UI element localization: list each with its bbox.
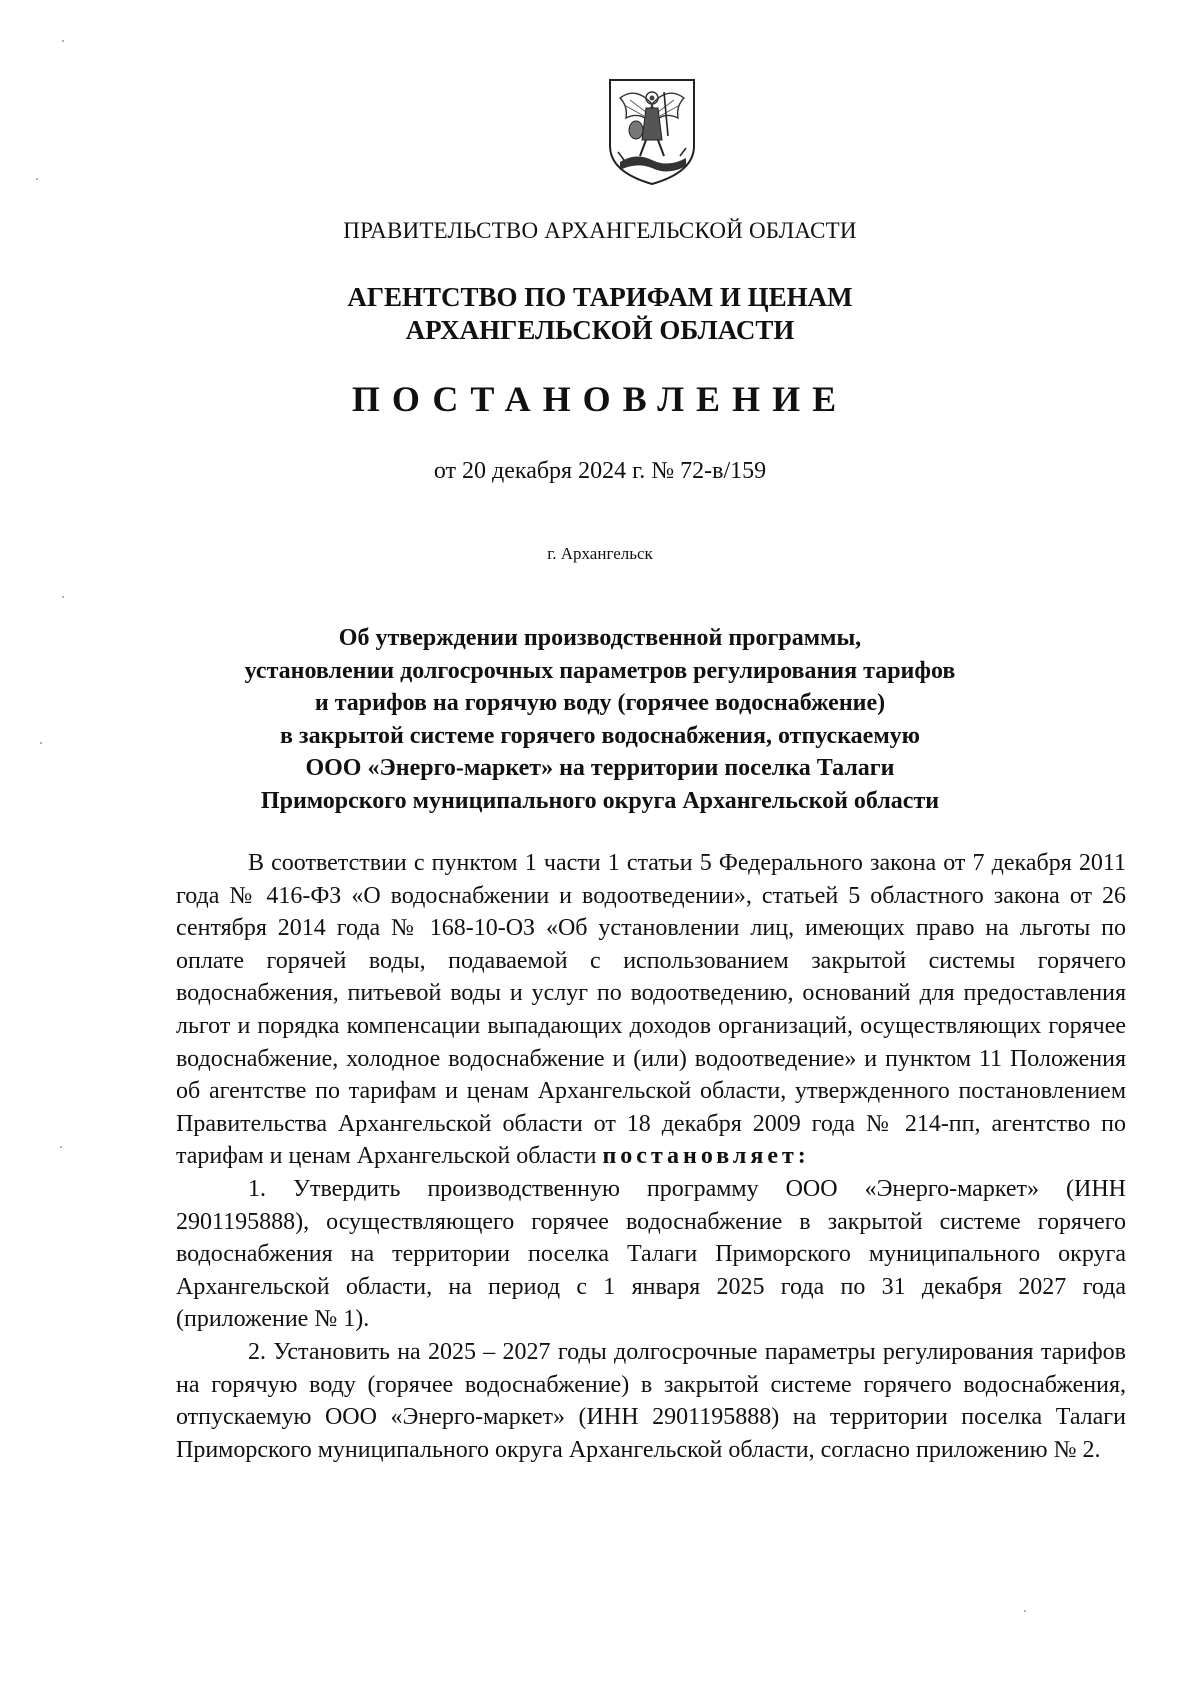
scan-speck — [60, 1146, 62, 1148]
agency-name — [0, 281, 1200, 347]
scan-speck — [62, 596, 64, 598]
scan-speck — [36, 178, 38, 180]
government-name: ПРАВИТЕЛЬСТВО АРХАНГЕЛЬСКОЙ ОБЛАСТИ — [343, 218, 857, 243]
title-line: ООО «Энерго-маркет» на территории поселка Талаги — [305, 755, 895, 781]
document-type: ПОСТАНОВЛЕНИЕ — [351, 379, 849, 419]
document-body — [176, 847, 1126, 1466]
title-line: и тарифов на горячую воду (горячее водоснабжение) — [314, 690, 886, 716]
title-line: Приморского муниципального округа Архангельской области — [260, 787, 940, 814]
resolves-word: постановляет: — [602, 1143, 810, 1170]
scan-speck — [40, 742, 42, 744]
item-paragraph: 1. Утвердить производственную программу ООО «Энерго-маркет» (ИНН 2901195888), осуществляющего горячее водоснабжение в закрытой системе горячего водоснабжения на территории поселка Талаги Приморского муниципального округа Архангельской области, на период с 1 января 2025 года по 31 декабря 2027 года (приложение № 1). — [176, 1175, 1126, 1333]
scan-speck — [62, 40, 64, 42]
title-line: в закрытой системе горячего водоснабжения, отпускаемую — [279, 722, 921, 749]
item-paragraph: 2. Установить на 2025 – 2027 годы долгосрочные параметры регулирования тарифов на горячую воду (горячее водоснабжение) в закрытой системе горячего водоснабжения, отпускаемую ООО «Энерго-маркет» (ИНН 2901195888) на территории поселка Талаги Приморского муниципального округа Архангельской области, согласно приложению № 2. — [176, 1338, 1126, 1463]
preamble-text: В соответствии с пунктом 1 части 1 статьи 5 Федерального закона от 7 декабря 2011 года № 416-ФЗ «О водоснабжении и водоотведении», статьей 5 областного закона от 26 сентября 2014 года № 168-10-ОЗ «Об установлении лиц, имеющих право на льготы по оплате горячей воды, подаваемой с использованием закрытой системы горячего водоснабжения, питьевой воды и услуг по водоотведению, оснований для предоставления льгот и порядка компенсации выпадающих доходов организаций, осуществляющих горячее водоснабжение, холодное водоснабжение и (или) водоотведение» и пунктом 11 Положения об агентстве по тарифам и ценам Архангельской области, утвержденного постановлением Правительства Архангельской области от 18 декабря 2009 года № 214-пп, агентство по тарифам и ценам Архангельской области — [176, 850, 1126, 1170]
arkhangelsk-coat-of-arms-icon — [606, 76, 698, 188]
title-line: установлении долгосрочных параметров регулирования тарифов — [244, 657, 956, 684]
agency-name-line: АРХАНГЕЛЬСКОЙ ОБЛАСТИ — [405, 315, 795, 345]
document-date-number: от 20 декабря 2024 г. № 72-в/159 — [433, 458, 767, 484]
scan-speck — [1024, 1610, 1026, 1612]
preamble-paragraph — [176, 847, 1126, 1173]
agency-name-line: АГЕНТСТВО ПО ТАРИФАМ И ЦЕНАМ — [347, 282, 853, 312]
document-city: г. Архангельск — [547, 544, 653, 563]
title-line: Об утверждении производственной программы, — [338, 625, 862, 651]
document-title — [0, 622, 1200, 817]
